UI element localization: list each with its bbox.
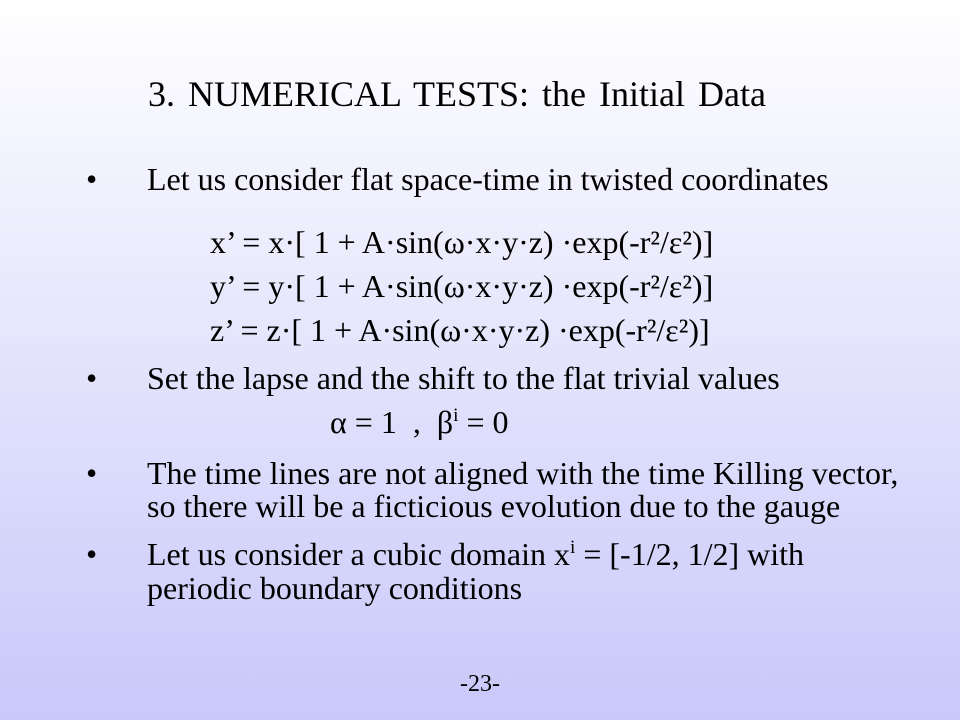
- bullet-marker: •: [86, 161, 98, 197]
- gauge-values-equation: [330, 406, 508, 438]
- gauge-beta-value: = 0: [458, 404, 509, 440]
- bullet-3-text-line-2: so there will be a ficticious evolution due to the gauge: [147, 488, 841, 524]
- bullet-4-text-start: Let us consider a cubic domain x: [147, 536, 570, 572]
- bullet-1-text: Let us consider flat space-time in twisted coordinates: [147, 161, 829, 197]
- bullet-4-text-end: = [-1/2, 1/2] with: [575, 536, 805, 572]
- gauge-beta-superscript: i: [453, 405, 459, 427]
- bullet-4-text-line-2: periodic boundary conditions: [147, 570, 523, 606]
- bullet-4-text-line-1: [147, 538, 804, 570]
- equation-y-transform: y’ = y·[ 1 + A·sin(ω·x·y·z) ·exp(-r²/ε²)]: [210, 268, 714, 304]
- bullet-3-text-line-1: The time lines are not aligned with the time Killing vector,: [147, 455, 899, 491]
- page-number: -23-: [460, 671, 500, 697]
- gauge-alpha-beta: α = 1 , β: [330, 404, 454, 440]
- bullet-marker: •: [86, 536, 98, 572]
- bullet-2-text: Set the lapse and the shift to the flat trivial values: [147, 360, 780, 396]
- equation-z-transform: z’ = z·[ 1 + A·sin(ω·x·y·z) ·exp(-r²/ε²)]: [210, 312, 710, 348]
- slide-title: 3. NUMERICAL TESTS: the Initial Data: [148, 74, 766, 114]
- domain-index-superscript: i: [569, 537, 576, 559]
- bullet-marker: •: [86, 455, 98, 491]
- equation-x-transform: x’ = x·[ 1 + A·sin(ω·x·y·z) ·exp(-r²/ε²)]: [210, 224, 714, 260]
- bullet-marker: •: [86, 360, 98, 396]
